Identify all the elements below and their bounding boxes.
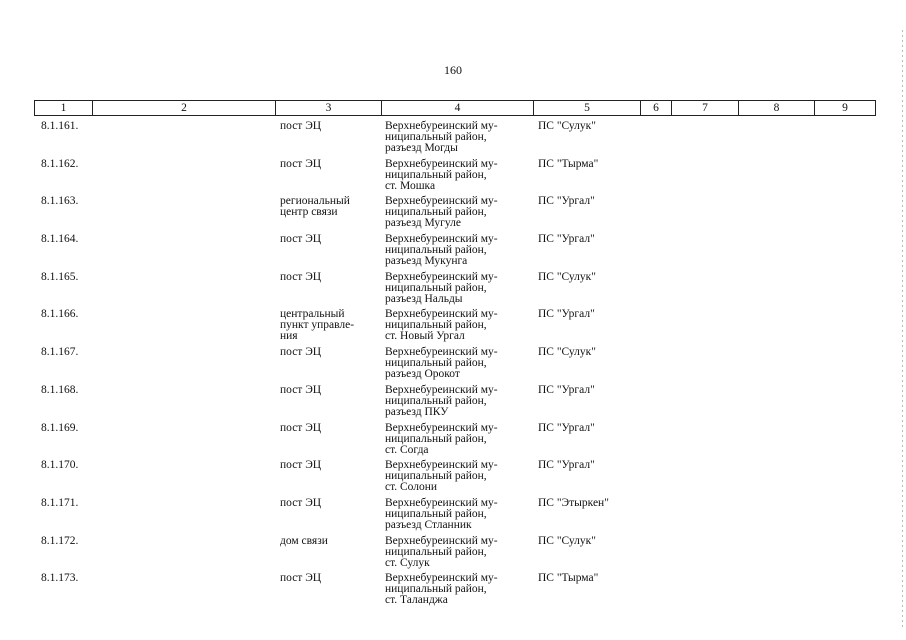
- row-number: 8.1.166.: [41, 308, 79, 321]
- object-location: Верхнебуреинский му- ниципальный район, разъезд Мукунга: [385, 233, 498, 268]
- object-location: Верхнебуреинский му- ниципальный район, ст. Согда: [385, 421, 498, 456]
- object-type: пост ЭЦ: [280, 270, 322, 283]
- object-type: центральный пункт управле- ния: [280, 308, 355, 343]
- object-type: пост ЭЦ: [280, 346, 322, 359]
- header-col-9: 9: [842, 102, 848, 114]
- object-location: Верхнебуреинский му- ниципальный район, разъезд ПКУ: [385, 383, 498, 418]
- header-col-8: 8: [739, 101, 815, 115]
- substation: ПС "Ургал": [538, 308, 595, 321]
- header-col-3: 3: [276, 101, 382, 115]
- row-number: 8.1.167.: [41, 346, 79, 359]
- object-type: пост ЭЦ: [280, 459, 322, 472]
- object-location: Верхнебуреинский му- ниципальный район, ст. Таланджа: [385, 572, 498, 607]
- object-type: пост ЭЦ: [280, 157, 322, 170]
- header-col-7: 7: [672, 101, 739, 115]
- header-col-1: 1: [35, 101, 93, 115]
- substation: ПС "Тырма": [538, 572, 599, 585]
- object-location: Верхнебуреинский му- ниципальный район, ст. Солони: [385, 459, 498, 494]
- object-location: Верхнебуреинский му- ниципальный район, разъезд Нальды: [385, 270, 498, 305]
- row-number: 8.1.169.: [41, 421, 79, 434]
- substation: ПС "Сулук": [538, 534, 596, 547]
- row-number: 8.1.162.: [41, 157, 79, 170]
- object-type: пост ЭЦ: [280, 572, 322, 585]
- row-number: 8.1.168.: [41, 383, 79, 396]
- page-number: 160: [444, 63, 462, 77]
- object-type: пост ЭЦ: [280, 233, 322, 246]
- row-number: 8.1.171.: [41, 496, 79, 509]
- object-location: Верхнебуреинский му- ниципальный район, ст. Мошка: [385, 157, 498, 192]
- object-location: Верхнебуреинский му- ниципальный район, разъезд Мугуле: [385, 195, 498, 230]
- row-number: 8.1.161.: [41, 120, 79, 132]
- row-number: 8.1.173.: [41, 572, 79, 585]
- substation: ПС "Сулук": [538, 120, 596, 132]
- substation: ПС "Сулук": [538, 346, 596, 359]
- object-type: дом связи: [280, 534, 328, 547]
- row-number: 8.1.172.: [41, 534, 79, 547]
- object-type: пост ЭЦ: [280, 496, 322, 509]
- header-col-5: 5: [534, 101, 641, 115]
- object-location: Верхнебуреинский му- ниципальный район, разъезд Могды: [385, 120, 498, 154]
- header-col-4: 4: [382, 101, 534, 115]
- substation: ПС "Ургал": [538, 233, 595, 246]
- substation: ПС "Ургал": [538, 459, 595, 472]
- substation: ПС "Ургал": [538, 421, 595, 434]
- substation: ПС "Сулук": [538, 270, 596, 283]
- row-number: 8.1.170.: [41, 459, 79, 472]
- object-type: пост ЭЦ: [280, 120, 322, 132]
- object-location: Верхнебуреинский му- ниципальный район, ст. Сулук: [385, 534, 498, 569]
- table-header: [34, 100, 876, 116]
- substation: ПС "Тырма": [538, 157, 599, 170]
- substation: ПС "Ургал": [538, 383, 595, 396]
- row-number: 8.1.163.: [41, 195, 79, 208]
- header-col-6: 6: [641, 101, 672, 115]
- object-location: Верхнебуреинский му- ниципальный район, ст. Новый Ургал: [385, 308, 498, 343]
- object-location: Верхнебуреинский му- ниципальный район, разъезд Орокот: [385, 346, 498, 381]
- object-type: пост ЭЦ: [280, 383, 322, 396]
- object-location: Верхнебуреинский му- ниципальный район, разъезд Стланник: [385, 496, 498, 531]
- row-number: 8.1.165.: [41, 270, 79, 283]
- row-number: 8.1.164.: [41, 233, 79, 246]
- header-col-2: 2: [93, 101, 276, 115]
- substation: ПС "Этыркен": [538, 496, 609, 509]
- object-type: пост ЭЦ: [280, 421, 322, 434]
- object-type: региональный центр связи: [280, 195, 350, 219]
- substation: ПС "Ургал": [538, 195, 595, 208]
- scan-edge-divider: [902, 30, 903, 630]
